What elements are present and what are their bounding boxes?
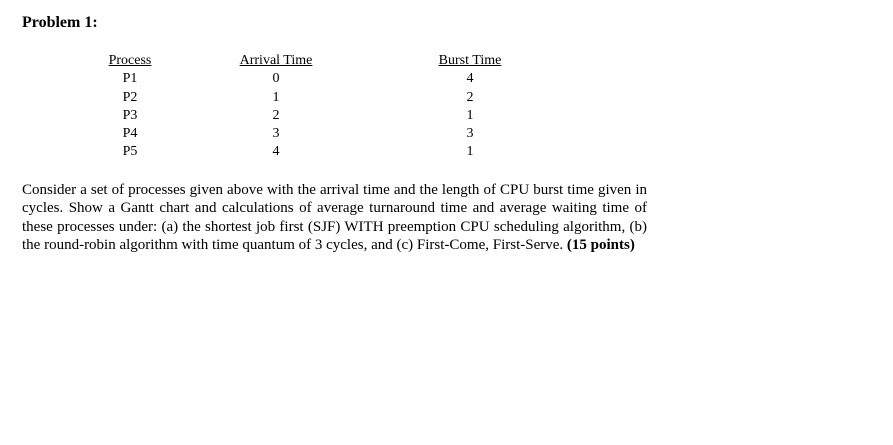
points-label: (15 points) [566,237,635,254]
arrival-time-cell: 2 [272,107,280,123]
burst-time-cell: 1 [466,144,474,160]
process-cell: P4 [122,126,138,142]
problem-heading: Problem 1: [22,14,98,31]
problem-description [22,181,647,255]
burst-time-cell: 3 [466,126,474,142]
arrival-time-cell: 1 [272,89,280,105]
problem-description-text: Consider a set of processes given above with the arrival time and the length of CPU burst time given in cycles. Show a Gantt chart and calculations of average turnaround time and average waiting time of these processes under: (a) the shortest job first (SJF) WITH preemption CPU scheduling algorithm, (b) the round-robin algorithm with time quantum of 3 cycles, and (c) First-Come, First-Serve. [22,182,647,254]
process-cell: P1 [122,71,138,87]
burst-time-column-header: Burst Time [438,53,502,68]
arrival-time-cell: 3 [272,126,280,142]
process-cell: P2 [122,89,138,105]
burst-time-column [432,52,508,162]
process-cell: P3 [122,107,138,123]
process-column-header: Process [108,53,152,68]
arrival-time-column-header: Arrival Time [239,53,313,68]
burst-time-cell: 4 [466,71,474,87]
arrival-time-cell: 0 [272,71,280,87]
burst-time-cell: 2 [466,89,474,105]
process-column [106,52,154,162]
process-cell: P5 [122,144,138,160]
arrival-time-cell: 4 [272,144,280,160]
arrival-time-column [233,52,319,162]
burst-time-cell: 1 [466,107,474,123]
